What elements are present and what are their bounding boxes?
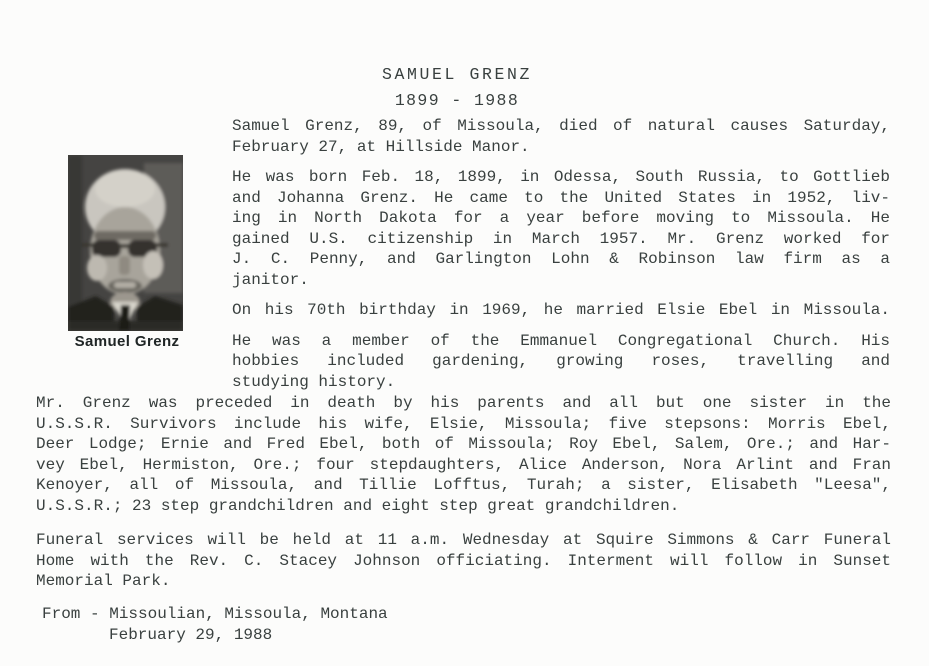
text-line: gained U.S. citizenship in March 1957. Mr. Grenz worked for (232, 229, 890, 248)
text-line: vey Ebel, Hermiston, Ore.; four stepdaughters, Alice Anderson, Nora Arlint and Fran (36, 455, 891, 474)
paragraph (232, 167, 890, 290)
text-line: Samuel Grenz, 89, of Missoula, died of natural causes Saturday, (232, 117, 890, 135)
text-line: janitor. (232, 270, 309, 289)
text-line: Deer Lodge; Ernie and Fred Ebel, both of Missoula; Roy Ebel, Salem, Ore.; and Har- (36, 435, 891, 453)
text-line: J. C. Penny, and Garlington Lohn & Robinson law firm as a (232, 250, 890, 268)
portrait-photo-graphic (68, 155, 183, 331)
text-line: February 27, at Hillside Manor. (232, 137, 530, 156)
obituary-heading (0, 62, 914, 114)
obituary-body-full (36, 393, 891, 606)
text-line: ing in North Dakota for a year before moving to Missoula. He (232, 209, 890, 227)
text-line: and Johanna Grenz. He came to the United States in 1952, liv- (232, 188, 890, 207)
portrait-photo (68, 155, 183, 331)
text-line: He was a member of the Emmanuel Congregational Church. His (232, 331, 890, 350)
source-line: From - Missoulian, Missoula, Montana (42, 605, 388, 623)
text-line: hobbies included gardening, growing roses, travelling and (232, 352, 890, 370)
text-line: Memorial Park. (36, 572, 171, 590)
paragraph (36, 393, 891, 516)
text-line: studying history. (232, 372, 396, 391)
paragraph (232, 331, 890, 393)
text-line: Kenoyer, all of Missoula, and Tillie Lofftus, Turah; a sister, Elisabeth "Leesa", (36, 476, 891, 494)
text-line: U.S.S.R. Survivors include his wife, Elsie, Missoula; five stepsons: Morris Ebel, (36, 414, 891, 433)
paragraph (232, 116, 890, 157)
page-title: SAMUEL GRENZ (381, 65, 533, 84)
text-line: Home with the Rev. C. Stacey Johnson officiating. Interment will follow in Sunset (36, 551, 891, 570)
life-dates: 1899 - 1988 (394, 91, 520, 110)
text-line: He was born Feb. 18, 1899, in Odessa, South Russia, to Gottlieb (232, 168, 890, 186)
source-date-line: February 29, 1988 (109, 625, 273, 644)
obituary-body-column (232, 116, 890, 402)
paragraph (232, 300, 890, 321)
source-attribution (42, 604, 388, 645)
text-line: Mr. Grenz was preceded in death by his parents and all but one sister in the (36, 394, 891, 412)
text-line: U.S.S.R.; 23 step grandchildren and eight step great grandchildren. (36, 496, 680, 515)
photo-caption: Samuel Grenz (74, 333, 180, 350)
text-line: On his 70th birthday in 1969, he married Elsie Ebel in Missoula. (232, 301, 890, 319)
paragraph (36, 530, 891, 592)
text-line: Funeral services will be held at 11 a.m. Wednesday at Squire Simmons & Carr Funeral (36, 531, 891, 549)
